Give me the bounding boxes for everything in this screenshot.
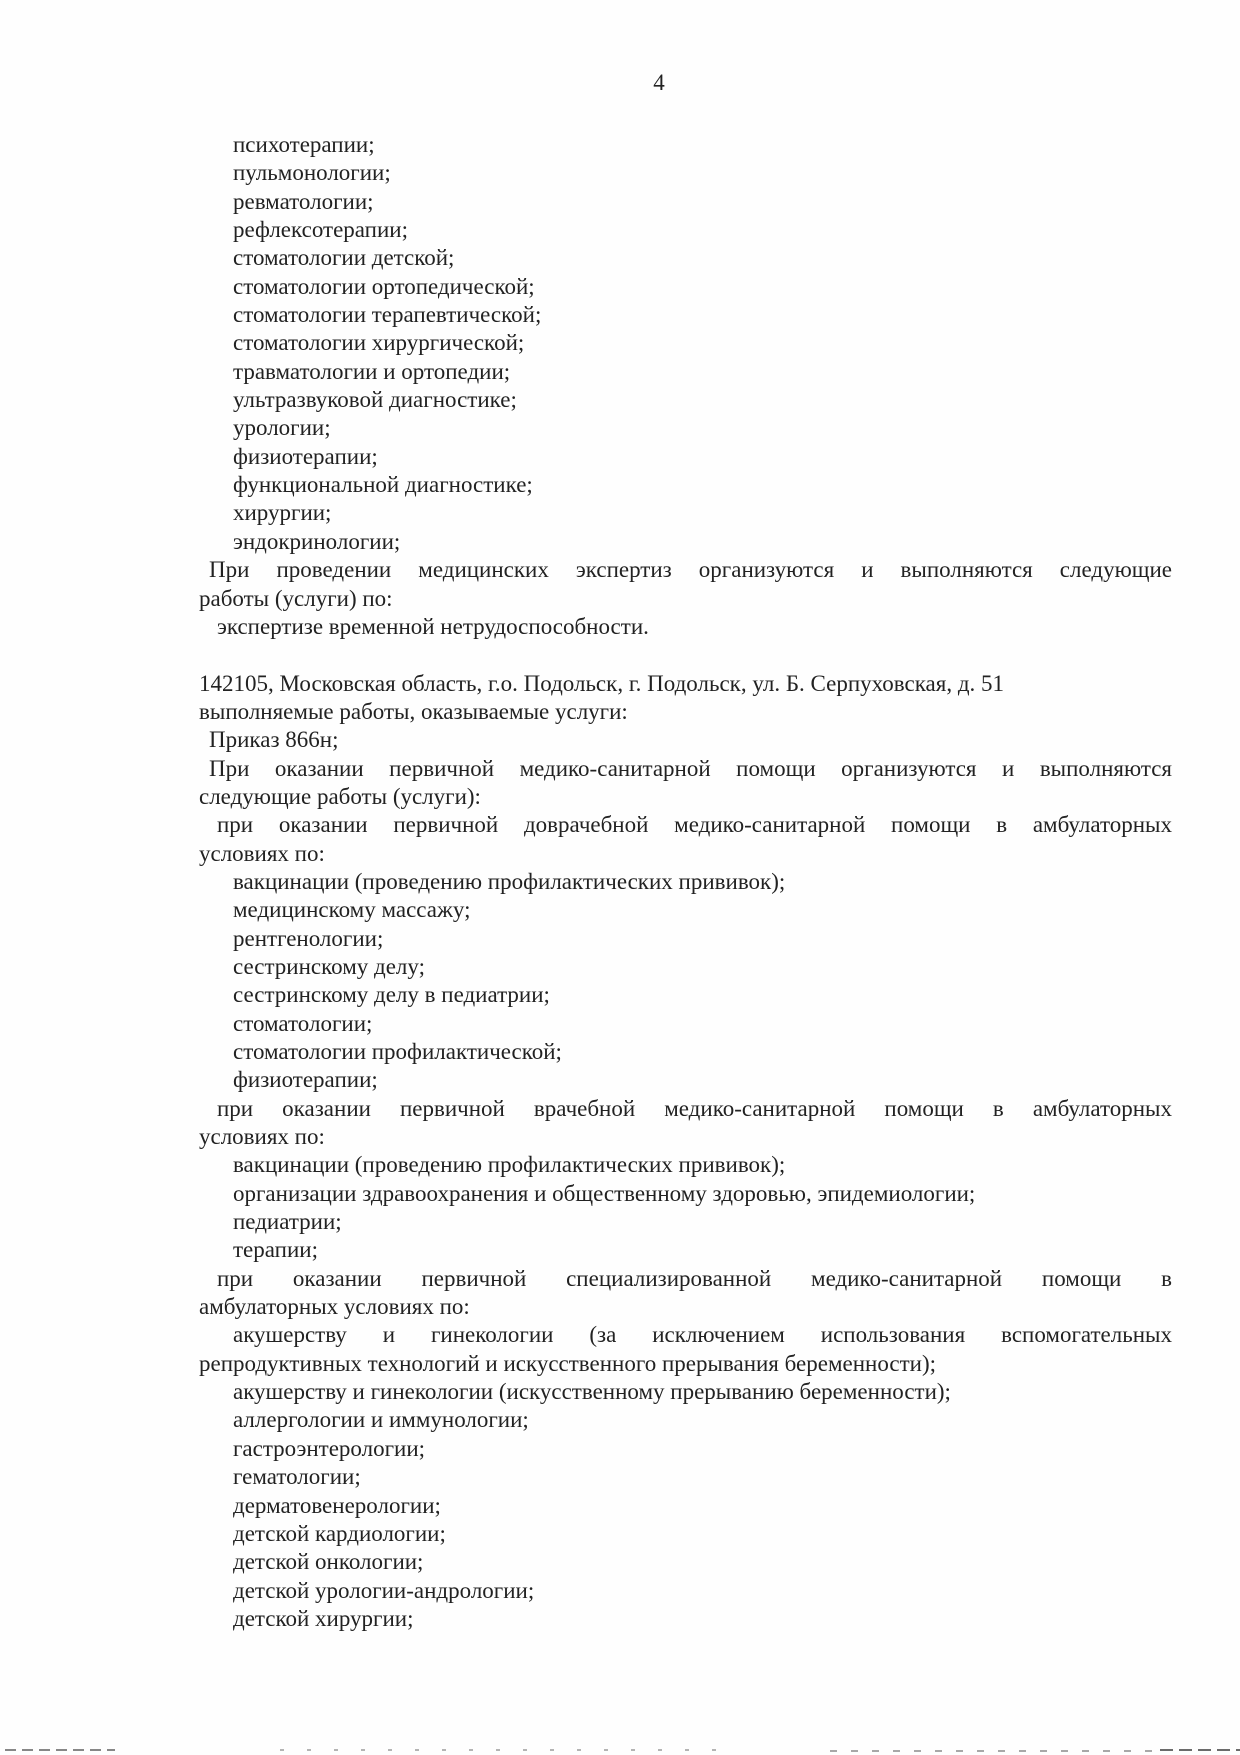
text-line: физиотерапии; [233,1067,378,1093]
text-line: стоматологии детской; [233,245,455,271]
text-line: При проведении медицинских экспертиз организуются и выполняются следующие [209,557,1172,583]
text-line: травматологии и ортопедии; [233,358,511,384]
scan-noise-line [0,1749,1240,1752]
text-line: терапии; [233,1237,318,1263]
page-number: 4 [653,70,665,95]
text-line: рефлексотерапии; [233,217,408,243]
text-line: детской кардиологии; [233,1520,446,1546]
text-line: организации здравоохранения и общественному здоровью, эпидемиологии; [233,1180,976,1206]
text-line: эндокринологии; [233,528,401,554]
text-line: ультразвуковой диагностике; [233,387,517,413]
text-line: следующие работы (услуги): [199,783,481,809]
text-line: вакцинации (проведению профилактических прививок); [233,868,786,894]
text-line: сестринскому делу; [233,953,425,979]
text-line: амбулаторных условиях по: [199,1294,470,1320]
text-line: педиатрии; [233,1209,342,1235]
text-line: физиотерапии; [233,443,378,469]
text-line: выполняемые работы, оказываемые услуги: [199,698,628,724]
text-line: медицинскому массажу; [233,897,471,923]
text-line: при оказании первичной специализированной медико-санитарной помощи в [217,1265,1172,1291]
text-line: урологии; [233,415,331,441]
text-line: дерматовенерологии; [233,1492,441,1518]
text-line: хирургии; [233,500,332,526]
text-line: детской урологии-андрологии; [233,1577,535,1603]
text-line: экспертизе временной нетрудоспособности. [217,613,649,639]
text-line: при оказании первичной врачебной медико-санитарной помощи в амбулаторных [217,1095,1172,1121]
document-content [199,131,1172,1633]
blank-line [199,641,1172,669]
text-line: условиях по: [199,840,325,866]
text-line: сестринскому делу в педиатрии; [233,982,550,1008]
text-line: условиях по: [199,1124,325,1150]
text-line: рентгенологии; [233,925,384,951]
text-line: гастроэнтерологии; [233,1435,426,1461]
text-line: пульмонологии; [233,160,391,186]
text-line: вакцинации (проведению профилактических прививок); [233,1152,786,1178]
text-line: аллергологии и иммунологии; [233,1407,529,1433]
text-line: при оказании первичной доврачебной медико-санитарной помощи в амбулаторных [217,812,1172,838]
text-line: детской хирургии; [233,1605,414,1631]
text-line: ревматологии; [233,188,374,214]
text-line: стоматологии терапевтической; [233,302,542,328]
text-line: гематологии; [233,1464,361,1490]
text-line: Приказ 866н; [209,727,339,753]
text-line: работы (услуги) по: [199,585,393,611]
text-line: детской онкологии; [233,1549,424,1575]
text-line: стоматологии хирургической; [233,330,525,356]
text-line: При оказании первичной медико-санитарной помощи организуются и выполняются [209,755,1172,781]
text-line: стоматологии; [233,1010,373,1036]
text-line: стоматологии профилактической; [233,1039,562,1064]
text-line: акушерству и гинекологии (искусственному прерыванию беременности); [233,1379,951,1405]
text-line: психотерапии; [233,132,375,157]
text-line: репродуктивных технологий и искусственного прерывания беременности); [199,1350,937,1376]
text-line: функциональной диагностике; [233,472,533,498]
text-line: 142105, Московская область, г.о. Подольск, г. Подольск, ул. Б. Серпуховская, д. 51 [199,670,1005,696]
text-line: акушерству и гинекологии (за исключением использования вспомогательных [233,1322,1172,1348]
text-line: стоматологии ортопедической; [233,273,535,299]
